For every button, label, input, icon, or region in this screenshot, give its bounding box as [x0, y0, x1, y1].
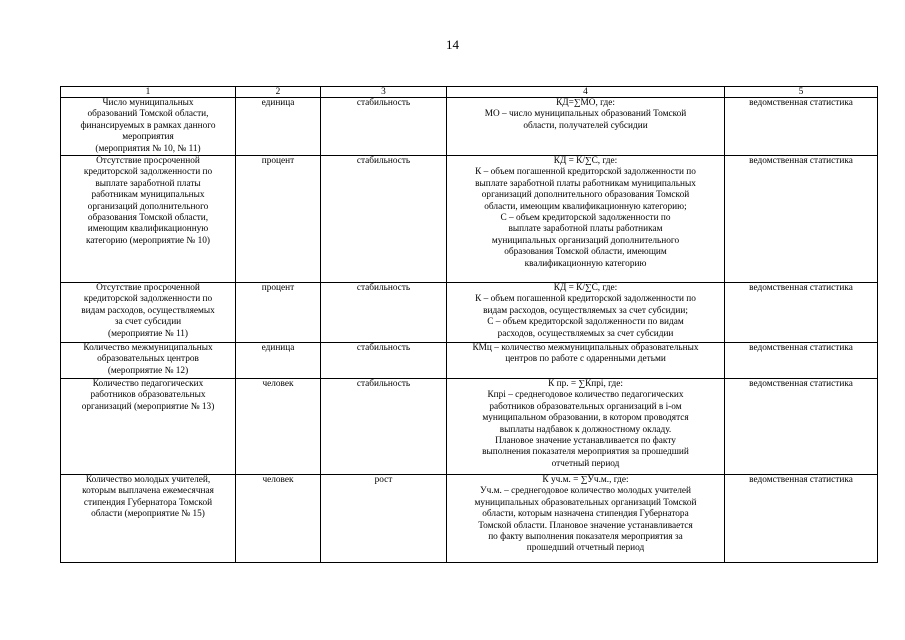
table-row	[61, 98, 878, 156]
source-cell: ведомственная статистика	[725, 379, 878, 475]
indicator-cell: Количество межмуниципальных образовательных центров (мероприятие № 12)	[61, 343, 236, 379]
table-row	[61, 343, 878, 379]
column-header-5: 5	[725, 87, 878, 98]
source-cell: ведомственная статистика	[725, 283, 878, 343]
indicator-cell: Количество молодых учителей, которым выплачена ежемесячная стипендия Губернатора Томской области (мероприятие № 15)	[61, 475, 236, 563]
source-cell: ведомственная статистика	[725, 98, 878, 156]
trend-cell: стабильность	[321, 343, 447, 379]
unit-cell: процент	[236, 283, 321, 343]
column-header-1: 1	[61, 87, 236, 98]
indicator-cell: Отсутствие просроченной кредиторской задолженности по выплате заработной платы работникам муниципальных организаций дополнительного образования Томской области, имеющим квалификационную категорию (мероприятие № 10)	[61, 156, 236, 283]
unit-cell: человек	[236, 475, 321, 563]
indicator-cell: Число муниципальных образований Томской области, финансируемых в рамках данного мероприятия (мероприятия № 10, № 11)	[61, 98, 236, 156]
indicator-cell: Количество педагогических работников образовательных организаций (мероприятие № 13)	[61, 379, 236, 475]
formula-cell: КД = К/∑С, где: К – объем погашенной кредиторской задолженности по выплате заработной платы работникам муниципальных организаций дополнительного образования Томской области, имеющим квалификационную категорию; С – объем кредиторской задолженности по выплате заработной платы работникам муниципальных организаций дополнительного образования Томской области, имеющим квалификационную категорию	[447, 156, 725, 283]
indicators-table	[60, 86, 878, 563]
formula-cell: КД = К/∑С, где: К – объем погашенной кредиторской задолженности по видам расходов, осуществляемых за счет субсидии; С – объем кредиторской задолженности по видам расходов, осуществляемых за счет субсидии	[447, 283, 725, 343]
formula-cell: К уч.м. = ∑Уч.м., где: Уч.м. – среднегодовое количество молодых учителей муниципальных образовательных организаций Томской области, которым назначена стипендия Губернатора Томской области. Плановое значение устанавливается по факту выполнения показателя мероприятия за прошедший отчетный период	[447, 475, 725, 563]
formula-cell: К пр. = ∑Кпрi, где: Кпрi – среднегодовое количество педагогических работников образовательных организаций в i-ом муниципальном образовании, в котором проводятся выплаты надбавок к должностному окладу. Плановое значение устанавливается по факту выполнения показателя мероприятия за прошедший отчетный период	[447, 379, 725, 475]
source-cell: ведомственная статистика	[725, 343, 878, 379]
table-row	[61, 156, 878, 283]
source-cell: ведомственная статистика	[725, 475, 878, 563]
page-number: 14	[446, 37, 459, 52]
header-row	[61, 87, 878, 98]
indicator-cell: Отсутствие просроченной кредиторской задолженности по видам расходов, осуществляемых за счет субсидии (мероприятие № 11)	[61, 283, 236, 343]
table-row	[61, 475, 878, 563]
formula-cell: КМц – количество межмуниципальных образовательных центров по работе с одаренными детьми	[447, 343, 725, 379]
source-cell: ведомственная статистика	[725, 156, 878, 283]
unit-cell: процент	[236, 156, 321, 283]
column-header-4: 4	[447, 87, 725, 98]
table-row	[61, 379, 878, 475]
unit-cell: человек	[236, 379, 321, 475]
column-header-3: 3	[321, 87, 447, 98]
table-row	[61, 283, 878, 343]
trend-cell: стабильность	[321, 156, 447, 283]
column-header-2: 2	[236, 87, 321, 98]
trend-cell: стабильность	[321, 98, 447, 156]
trend-cell: рост	[321, 475, 447, 563]
trend-cell: стабильность	[321, 283, 447, 343]
unit-cell: единица	[236, 98, 321, 156]
formula-cell: КД=∑МО, где: МО – число муниципальных образований Томской области, получателей субсидии	[447, 98, 725, 156]
trend-cell: стабильность	[321, 379, 447, 475]
unit-cell: единица	[236, 343, 321, 379]
